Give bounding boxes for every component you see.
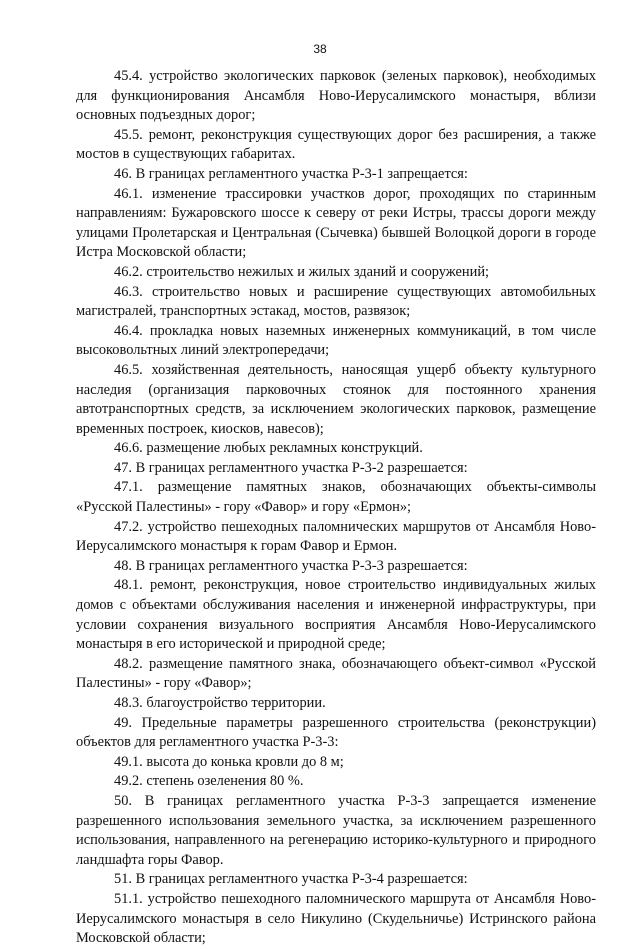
document-body <box>76 67 596 949</box>
paragraph-46-5: 46.5. хозяйственная деятельность, наносящая ущерб объекту культурного наследия (организация парковочных стоянок для постоянного хранения автотранспортных средств, за исключением экологических парковок, размещение временных построек, киосков, навесов); <box>76 361 596 437</box>
paragraph-45-5: 45.5. ремонт, реконструкция существующих дорог без расширения, а также мостов в существующих габаритах. <box>76 126 596 163</box>
paragraph-49-1: 49.1. высота до конька кровли до 8 м; <box>114 753 344 770</box>
paragraph-48: 48. В границах регламентного участка Р-3-3 разрешается: <box>114 557 468 574</box>
paragraph-49-2: 49.2. степень озеленения 80 %. <box>114 773 304 790</box>
paragraph-46-6: 46.6. размещение любых рекламных конструкций. <box>114 440 423 457</box>
paragraph-50: 50. В границах регламентного участка Р-3-3 запрещается изменение разрешенного использования земельного участка, за исключением разрешенного использования, направленного на регенерацию историко-культурного и природного ландшафта горы Фавор. <box>76 792 596 868</box>
paragraph-48-3: 48.3. благоустройство территории. <box>114 695 326 711</box>
paragraph-49: 49. Предельные параметры разрешенного строительства (реконструкции) объектов для регламентного участка Р-3-3: <box>76 714 596 751</box>
paragraph-47-2: 47.2. устройство пешеходных паломнических маршрутов от Ансамбля Ново-Иерусалимского монастыря к горам Фавор и Ермон. <box>76 518 596 555</box>
paragraph-48-2: 48.2. размещение памятного знака, обозначающего объект-символ «Русской Палестины» - гору «Фавор»; <box>76 655 596 692</box>
paragraph-47-1: 47.1. размещение памятных знаков, обозначающих объекты-символы «Русской Палестины» - гору «Фавор» и гору «Ермон»; <box>76 479 596 516</box>
paragraph-46-2: 46.2. строительство нежилых и жилых зданий и сооружений; <box>114 263 490 280</box>
paragraph-48-1: 48.1. ремонт, реконструкция, новое строительство индивидуальных жилых домов с объектами обслуживания населения и инженерной инфраструктуры, при условии сохранения визуального восприятия Ансамбля Ново-Иерусалимского монастыря в его исторической и природной среде; <box>76 577 596 653</box>
paragraph-51: 51. В границах регламентного участка Р-3-4 разрешается: <box>114 871 468 888</box>
page-number: 38 <box>313 42 327 56</box>
paragraph-45-4: 45.4. устройство экологических парковок (зеленых парковок), необходимых для функционирования Ансамбля Ново-Иерусалимского монастыря, вблизи основных подъездных дорог; <box>76 68 596 124</box>
paragraph-46-4: 46.4. прокладка новых наземных инженерных коммуникаций, в том числе высоковольтных линий электропередачи; <box>76 322 596 359</box>
paragraph-46-1: 46.1. изменение трассировки участков дорог, проходящих по старинным направлениям: Бужаровского шоссе к северу от реки Истры, трассы дороги между улицами Пролетарская и Центральная (Сычевка) бывшей Волоцкой дороги в городе Истра Московской области; <box>76 185 596 261</box>
paragraph-46-3: 46.3. строительство новых и расширение существующих автомобильных магистралей, транспортных эстакад, мостов, развязок; <box>76 283 596 320</box>
paragraph-47: 47. В границах регламентного участка Р-3-2 разрешается: <box>114 459 468 476</box>
paragraph-51-1: 51.1. устройство пешеходного паломнического маршрута от Ансамбля Ново-Иерусалимского монастыря в село Никулино (Скудельничье) Истринского района Московской области; <box>76 890 596 947</box>
paragraph-46: 46. В границах регламентного участка Р-3-1 запрещается: <box>114 165 468 182</box>
